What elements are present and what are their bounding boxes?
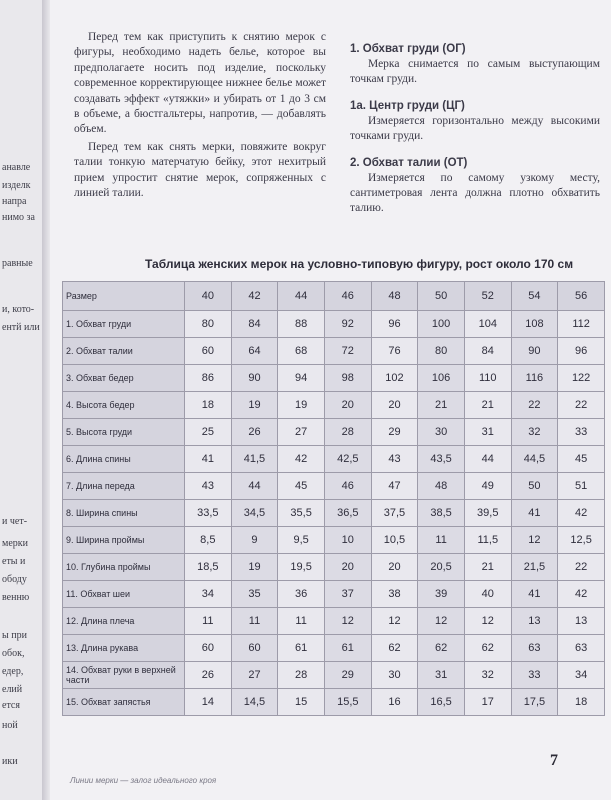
measurement-value: 62 — [418, 635, 465, 662]
measurement-value: 12 — [324, 608, 371, 635]
measurement-label: 12. Длина плеча — [63, 608, 185, 635]
measurement-value: 10 — [324, 527, 371, 554]
measurement-value: 63 — [511, 635, 558, 662]
measurement-value: 20 — [371, 554, 418, 581]
measurement-value: 34 — [558, 662, 605, 689]
measurement-value: 38 — [371, 581, 418, 608]
measurement-value: 21,5 — [511, 554, 558, 581]
measurement-value: 19 — [231, 554, 278, 581]
measurement-value: 96 — [371, 311, 418, 338]
measurement-label: 3. Обхват бедер — [63, 365, 185, 392]
previous-page-text: напра — [2, 196, 27, 207]
book-page — [50, 0, 611, 800]
measurement-value: 31 — [464, 419, 511, 446]
measurement-value: 30 — [371, 662, 418, 689]
measurement-value: 20 — [324, 392, 371, 419]
measurement-value: 43,5 — [418, 446, 465, 473]
measurement-value: 80 — [418, 338, 465, 365]
measurement-value: 30 — [418, 419, 465, 446]
measurement-value: 102 — [371, 365, 418, 392]
size-header: 56 — [558, 282, 605, 311]
table-row — [63, 338, 605, 365]
measurement-label: 11. Обхват шеи — [63, 581, 185, 608]
measurement-value: 20 — [324, 554, 371, 581]
measurement-value: 11 — [231, 608, 278, 635]
measurement-value: 36 — [278, 581, 325, 608]
measurement-value: 44 — [231, 473, 278, 500]
measurement-value: 64 — [231, 338, 278, 365]
table-row — [63, 500, 605, 527]
measurement-value: 14,5 — [231, 689, 278, 716]
measurement-value: 16 — [371, 689, 418, 716]
previous-page-text: и, кото- — [2, 304, 35, 315]
size-header: 52 — [464, 282, 511, 311]
measurement-value: 50 — [511, 473, 558, 500]
measurement-value: 26 — [185, 662, 232, 689]
table-row — [63, 446, 605, 473]
measurement-value: 47 — [371, 473, 418, 500]
measurement-value: 21 — [464, 554, 511, 581]
measurement-value: 60 — [231, 635, 278, 662]
measurement-label: 6. Длина спины — [63, 446, 185, 473]
measurement-value: 22 — [558, 392, 605, 419]
size-header: 50 — [418, 282, 465, 311]
measurement-value: 28 — [324, 419, 371, 446]
size-header: 40 — [185, 282, 232, 311]
measurement-value: 63 — [558, 635, 605, 662]
measurement-value: 98 — [324, 365, 371, 392]
measurement-value: 41,5 — [231, 446, 278, 473]
size-header: 46 — [324, 282, 371, 311]
table-row — [63, 473, 605, 500]
measurement-value: 122 — [558, 365, 605, 392]
intro-paragraph: Перед тем как приступить к снятию мерок с фигуры, необходимо надеть белье, которое вы предполагаете носить под изделие, поскольку современное корректирующее нижнее белье может создавать эффект «утяжки» и убирать от 1 до 3 см в объеме, а бюстгальтеры, напротив, — добавлять объем. — [74, 31, 326, 136]
measurement-value: 106 — [418, 365, 465, 392]
measurement-value: 116 — [511, 365, 558, 392]
definition-text: Измеряется горизонтально между высокими точками груди. — [350, 115, 600, 142]
table-row — [63, 662, 605, 689]
measurement-value: 90 — [511, 338, 558, 365]
measurement-label: 10. Глубина проймы — [63, 554, 185, 581]
measurement-value: 42 — [558, 500, 605, 527]
measurement-value: 21 — [418, 392, 465, 419]
measurement-value: 11 — [185, 608, 232, 635]
measurement-value: 112 — [558, 311, 605, 338]
size-header: 44 — [278, 282, 325, 311]
measurement-value: 16,5 — [418, 689, 465, 716]
measurement-value: 12 — [371, 608, 418, 635]
measurement-label: 7. Длина переда — [63, 473, 185, 500]
previous-page-text: едер, — [2, 666, 24, 677]
table-title: Таблица женских мерок на условно-типовую фигуру, рост около 170 см — [145, 257, 574, 271]
measurement-value: 41 — [185, 446, 232, 473]
measurement-value: 12 — [464, 608, 511, 635]
previous-page-text: ики — [2, 756, 18, 767]
measurement-value: 32 — [511, 419, 558, 446]
measurement-value: 62 — [371, 635, 418, 662]
header-label: Размер — [63, 282, 185, 311]
definition-text: Мерка снимается по самым выступающим точкам груди. — [350, 58, 600, 85]
measurement-value: 68 — [278, 338, 325, 365]
measurement-value: 86 — [185, 365, 232, 392]
previous-page-text: и чет- — [2, 516, 28, 527]
measurement-value: 28 — [278, 662, 325, 689]
measurement-value: 21 — [464, 392, 511, 419]
measurement-value: 48 — [418, 473, 465, 500]
measurement-value: 45 — [558, 446, 605, 473]
measurement-value: 22 — [511, 392, 558, 419]
table-header-row — [63, 282, 605, 311]
measurement-value: 90 — [231, 365, 278, 392]
definition-heading: 2. Обхват талии (ОТ) — [350, 157, 468, 169]
measurement-value: 51 — [558, 473, 605, 500]
previous-page-text: изделк — [2, 180, 31, 191]
measurement-value: 49 — [464, 473, 511, 500]
measurement-value: 44 — [464, 446, 511, 473]
previous-page-text: ной — [2, 720, 18, 731]
measurement-value: 29 — [371, 419, 418, 446]
measurement-value: 15 — [278, 689, 325, 716]
previous-page-text: анавле — [2, 162, 31, 173]
measurement-label: 15. Обхват запястья — [63, 689, 185, 716]
measurement-value: 11 — [278, 608, 325, 635]
intro-column — [74, 30, 326, 203]
measurement-value: 38,5 — [418, 500, 465, 527]
measurement-value: 61 — [278, 635, 325, 662]
previous-page-text: обок, — [2, 648, 25, 659]
measurement-value: 40 — [464, 581, 511, 608]
page-number: 7 — [550, 752, 558, 769]
size-header: 54 — [511, 282, 558, 311]
measurement-value: 31 — [418, 662, 465, 689]
measurement-label: 14. Обхват руки в верхней части — [63, 662, 185, 689]
table-row — [63, 419, 605, 446]
previous-page-text: ентй или — [2, 322, 40, 333]
measurement-value: 29 — [324, 662, 371, 689]
measurement-value: 9,5 — [278, 527, 325, 554]
definition-heading: 1. Обхват груди (ОГ) — [350, 43, 466, 55]
measurement-value: 96 — [558, 338, 605, 365]
measurement-value: 84 — [464, 338, 511, 365]
measurement-value: 61 — [324, 635, 371, 662]
measurement-value: 41 — [511, 581, 558, 608]
measurement-value: 104 — [464, 311, 511, 338]
previous-page-edge — [0, 0, 48, 800]
measurement-value: 35,5 — [278, 500, 325, 527]
measurement-value: 110 — [464, 365, 511, 392]
measurement-label: 1. Обхват груди — [63, 311, 185, 338]
measurement-value: 34,5 — [231, 500, 278, 527]
measurement-label: 9. Ширина проймы — [63, 527, 185, 554]
measurement-value: 20 — [371, 392, 418, 419]
table-row — [63, 527, 605, 554]
measurement-value: 72 — [324, 338, 371, 365]
measurement-value: 42 — [278, 446, 325, 473]
measurement-value: 46 — [324, 473, 371, 500]
measurement-label: 2. Обхват талии — [63, 338, 185, 365]
measurement-value: 39 — [418, 581, 465, 608]
measurement-value: 12,5 — [558, 527, 605, 554]
measurement-value: 43 — [185, 473, 232, 500]
measurement-value: 12 — [511, 527, 558, 554]
measurement-value: 33,5 — [185, 500, 232, 527]
table-row — [63, 554, 605, 581]
measurement-value: 13 — [558, 608, 605, 635]
text-section — [50, 0, 611, 230]
measurement-value: 13 — [511, 608, 558, 635]
measurement-value: 80 — [185, 311, 232, 338]
measurement-value: 100 — [418, 311, 465, 338]
measurement-value: 94 — [278, 365, 325, 392]
measurement-label: 5. Высота груди — [63, 419, 185, 446]
measurement-value: 43 — [371, 446, 418, 473]
table-row — [63, 365, 605, 392]
measurement-value: 76 — [371, 338, 418, 365]
measurement-value: 18,5 — [185, 554, 232, 581]
measurement-value: 44,5 — [511, 446, 558, 473]
measurement-value: 27 — [278, 419, 325, 446]
measurement-value: 88 — [278, 311, 325, 338]
size-header: 48 — [371, 282, 418, 311]
measurement-value: 17 — [464, 689, 511, 716]
measurement-value: 11 — [418, 527, 465, 554]
previous-page-text: равные — [2, 258, 33, 269]
measurement-value: 32 — [464, 662, 511, 689]
measurement-value: 12 — [418, 608, 465, 635]
table-row — [63, 635, 605, 662]
measurement-value: 60 — [185, 635, 232, 662]
measurement-value: 20,5 — [418, 554, 465, 581]
measurement-value: 26 — [231, 419, 278, 446]
measurement-value: 27 — [231, 662, 278, 689]
previous-page-text: ется — [2, 700, 20, 711]
table-row — [63, 311, 605, 338]
measurement-value: 41 — [511, 500, 558, 527]
definition-heading: 1а. Центр груди (ЦГ) — [350, 100, 465, 112]
measurement-value: 25 — [185, 419, 232, 446]
previous-page-text: нимо за — [2, 212, 35, 223]
measurement-value: 35 — [231, 581, 278, 608]
measurement-value: 37 — [324, 581, 371, 608]
measurement-value: 60 — [185, 338, 232, 365]
measurement-value: 33 — [558, 419, 605, 446]
measurement-value: 92 — [324, 311, 371, 338]
table-row — [63, 581, 605, 608]
measurement-value: 19 — [231, 392, 278, 419]
measurement-value: 45 — [278, 473, 325, 500]
measurement-value: 36,5 — [324, 500, 371, 527]
measurement-value: 19 — [278, 392, 325, 419]
measurement-value: 8,5 — [185, 527, 232, 554]
previous-page-text: елий — [2, 684, 23, 695]
measurement-value: 11,5 — [464, 527, 511, 554]
measurement-value: 42 — [558, 581, 605, 608]
definition-text: Измеряется по самому узкому месту, сантиметровая лента должна плотно обхватить талию. — [350, 172, 600, 214]
measurements-table — [62, 281, 605, 716]
table-row — [63, 608, 605, 635]
measurement-value: 108 — [511, 311, 558, 338]
measurement-value: 19,5 — [278, 554, 325, 581]
measurement-value: 9 — [231, 527, 278, 554]
intro-paragraph: Перед тем как снять мерки, повяжите вокруг талии тонкую матерчатую бейку, этот нехитрый прием упростит снятие мерок, сопряженных с линией талии. — [74, 140, 326, 200]
page-footer: Линии мерки — залог идеального кроя — [70, 776, 217, 785]
measurement-value: 14 — [185, 689, 232, 716]
table-row — [63, 689, 605, 716]
measurement-value: 22 — [558, 554, 605, 581]
measurement-value: 33 — [511, 662, 558, 689]
definitions-column — [350, 42, 600, 228]
measurement-value: 17,5 — [511, 689, 558, 716]
measurement-label: 13. Длина рукава — [63, 635, 185, 662]
previous-page-text: ободу — [2, 574, 27, 585]
measurement-value: 18 — [558, 689, 605, 716]
size-header: 42 — [231, 282, 278, 311]
measurement-value: 39,5 — [464, 500, 511, 527]
measurement-label: 8. Ширина спины — [63, 500, 185, 527]
previous-page-text: венню — [2, 592, 30, 603]
previous-page-text: ы при — [2, 630, 27, 641]
measurement-value: 34 — [185, 581, 232, 608]
measurement-value: 84 — [231, 311, 278, 338]
measurement-value: 37,5 — [371, 500, 418, 527]
table-row — [63, 392, 605, 419]
measurement-value: 18 — [185, 392, 232, 419]
measurement-value: 15,5 — [324, 689, 371, 716]
measurement-label: 4. Высота бедер — [63, 392, 185, 419]
previous-page-text: еты и — [2, 556, 26, 567]
previous-page-text: мерки — [2, 538, 28, 549]
measurement-value: 42,5 — [324, 446, 371, 473]
measurement-value: 10,5 — [371, 527, 418, 554]
measurement-value: 62 — [464, 635, 511, 662]
